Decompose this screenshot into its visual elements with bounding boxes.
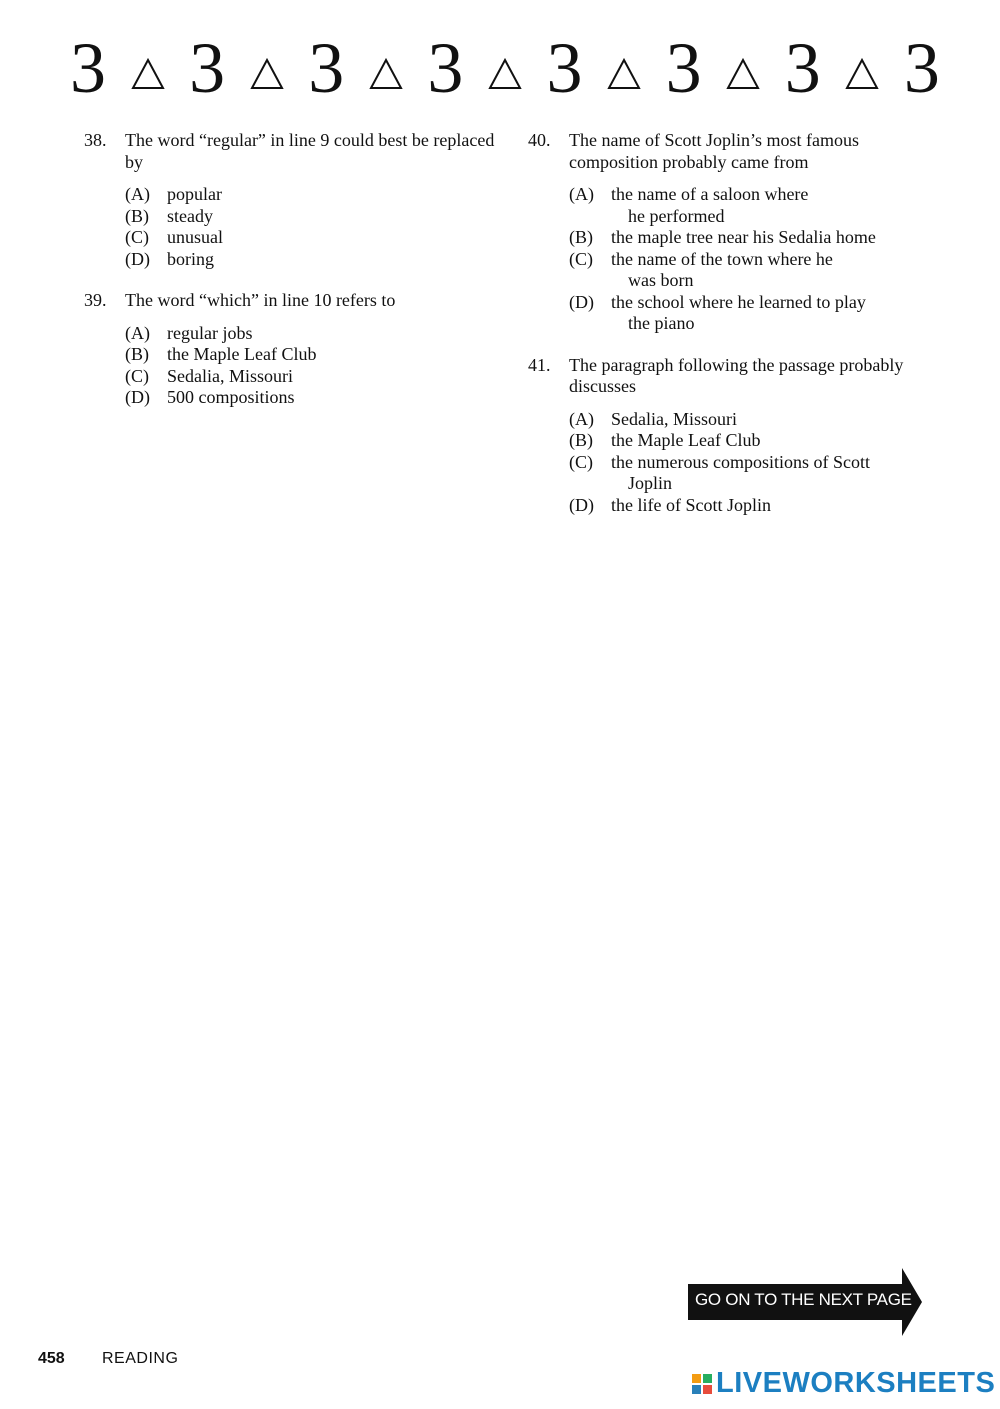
- option-letter: (C): [569, 451, 593, 472]
- option-text: the name of the town where he: [611, 248, 833, 269]
- option-letter: (A): [569, 408, 594, 429]
- question-stem: The word “which” in line 10 refers to: [125, 290, 396, 310]
- option-letter: (C): [125, 365, 149, 386]
- option-text-continued: Joplin: [628, 473, 673, 493]
- question-number: 41.: [528, 354, 551, 375]
- section-number: 3: [189, 28, 226, 108]
- option-letter: (D): [125, 387, 150, 407]
- option-letter: (B): [569, 227, 593, 247]
- question-number: 40.: [528, 130, 551, 150]
- option-letter: (B): [125, 205, 149, 226]
- option-letter: (A): [125, 184, 150, 204]
- answer-option-d[interactable]: [125, 249, 504, 271]
- option-text: the maple tree near his Sedalia home: [611, 227, 876, 247]
- option-letter: (A): [569, 184, 594, 204]
- liveworksheets-logo-icon: [692, 1374, 712, 1394]
- answer-option-c[interactable]: [125, 366, 504, 388]
- page-number: 458: [38, 1350, 65, 1367]
- question-41: [528, 355, 948, 517]
- option-text: steady: [167, 205, 213, 226]
- liveworksheets-brand[interactable]: [692, 1367, 995, 1400]
- answer-option-a[interactable]: [569, 184, 948, 227]
- option-letter: (D): [569, 494, 594, 515]
- answer-option-d[interactable]: [569, 495, 948, 517]
- option-text: the Maple Leaf Club: [611, 430, 761, 450]
- question-number: 38.: [84, 130, 107, 150]
- option-text: the life of Scott Joplin: [611, 494, 771, 515]
- answer-option-a[interactable]: [125, 323, 504, 345]
- option-letter: (B): [569, 430, 593, 450]
- option-text: regular jobs: [167, 322, 253, 343]
- answer-option-b[interactable]: [569, 430, 948, 452]
- right-question-column: [528, 130, 948, 536]
- option-text: 500 compositions: [167, 387, 295, 407]
- section-header-band: [70, 28, 940, 108]
- section-label: READING: [102, 1350, 179, 1367]
- question-stem: The paragraph following the passage probably discusses: [569, 354, 904, 396]
- section-number: 3: [70, 28, 106, 108]
- answer-option-a[interactable]: [569, 409, 948, 431]
- answer-options: [528, 184, 948, 335]
- triangle-outline-icon: [844, 57, 880, 91]
- answer-option-a[interactable]: [125, 184, 504, 206]
- option-text: boring: [167, 248, 214, 269]
- question-number: 39.: [84, 290, 107, 310]
- question-40: [528, 130, 948, 335]
- answer-options: [84, 323, 504, 409]
- option-letter: (A): [125, 322, 150, 343]
- next-page-label: GO ON TO THE NEXT PAGE: [695, 1290, 912, 1309]
- option-text: popular: [167, 184, 222, 204]
- option-text: Sedalia, Missouri: [611, 408, 737, 429]
- option-letter: (D): [569, 291, 594, 312]
- option-text: the school where he learned to play: [611, 291, 866, 312]
- answer-option-b[interactable]: [125, 344, 504, 366]
- next-page-arrow-button[interactable]: [686, 1266, 924, 1338]
- option-letter: (B): [125, 344, 149, 364]
- option-letter: (C): [125, 227, 149, 247]
- section-number: 3: [546, 28, 583, 108]
- triangle-outline-icon: [487, 57, 523, 91]
- answer-option-b[interactable]: [569, 227, 948, 249]
- answer-option-c[interactable]: [125, 227, 504, 249]
- question-38: [84, 130, 504, 270]
- section-number: 3: [903, 28, 940, 108]
- answer-option-c[interactable]: [569, 452, 948, 495]
- option-text-continued: was born: [628, 270, 694, 290]
- section-number: 3: [427, 28, 464, 108]
- answer-options: [84, 184, 504, 270]
- section-number: 3: [665, 28, 702, 108]
- section-number: 3: [784, 28, 821, 108]
- option-text: Sedalia, Missouri: [167, 365, 293, 386]
- answer-option-c[interactable]: [569, 249, 948, 292]
- option-text-continued: he performed: [628, 205, 725, 226]
- answer-option-b[interactable]: [125, 206, 504, 228]
- option-letter: (C): [569, 248, 593, 269]
- option-letter: (D): [125, 248, 150, 269]
- question-stem: The name of Scott Joplin’s most famous composition probably came from: [569, 130, 859, 172]
- question-39: [84, 290, 504, 409]
- brand-name: LIVEWORKSHEETS: [716, 1367, 996, 1399]
- triangle-outline-icon: [725, 57, 761, 91]
- answer-options: [528, 409, 948, 517]
- section-number: 3: [308, 28, 345, 108]
- question-stem: The word “regular” in line 9 could best be replaced by: [125, 130, 495, 172]
- answer-option-d[interactable]: [569, 292, 948, 335]
- triangle-outline-icon: [130, 57, 166, 91]
- answer-option-d[interactable]: [125, 387, 504, 409]
- option-text: unusual: [167, 227, 223, 247]
- triangle-outline-icon: [249, 57, 285, 91]
- left-question-column: [84, 130, 504, 429]
- option-text: the name of a saloon where: [611, 184, 809, 204]
- option-text: the Maple Leaf Club: [167, 344, 317, 364]
- option-text-continued: the piano: [628, 313, 695, 333]
- triangle-outline-icon: [368, 57, 404, 91]
- triangle-outline-icon: [606, 57, 642, 91]
- option-text: the numerous compositions of Scott: [611, 451, 870, 472]
